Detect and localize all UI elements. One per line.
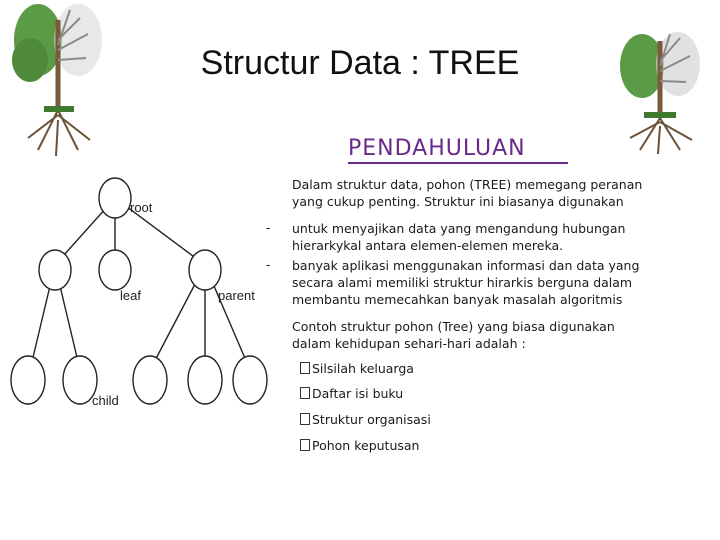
child-node — [188, 356, 222, 404]
bullet-box-icon — [300, 362, 310, 374]
child-label: child — [92, 393, 119, 408]
section-heading: PENDAHULUAN — [348, 136, 526, 161]
child-node — [11, 356, 45, 404]
list-item — [300, 412, 431, 427]
node — [39, 250, 71, 290]
bullet-box-icon — [300, 413, 310, 425]
list-item — [300, 438, 419, 453]
heading-underline — [348, 162, 568, 164]
list-item-text: Silsilah keluarga — [312, 361, 414, 376]
bullet-dash: - — [266, 257, 271, 272]
list-item — [300, 361, 414, 376]
examples-intro: Contoh struktur pohon (Tree) yang biasa digunakan dalam kehidupan sehari-hari adalah : — [292, 319, 615, 351]
child-node — [133, 356, 167, 404]
tree-image-right — [612, 26, 708, 156]
list-item-text: Struktur organisasi — [312, 412, 431, 427]
leaf-node — [99, 250, 131, 290]
root-label: root — [130, 200, 153, 215]
intro-text: Dalam struktur data, pohon (TREE) memegang peranan yang cukup penting. Struktur ini biasanya digunakan — [292, 177, 643, 209]
list-item-text: Daftar isi buku — [312, 386, 404, 401]
parent-node — [189, 250, 221, 290]
bullet-dash: - — [266, 220, 271, 235]
bullet-box-icon — [300, 387, 310, 399]
child-node — [233, 356, 267, 404]
slide-title: Structur Data : TREE — [200, 44, 520, 82]
point-text: untuk menyajikan data yang mengandung hubungan hierarkykal antara elemen-elemen mereka. — [292, 221, 626, 253]
bullet-box-icon — [300, 439, 310, 451]
leaf-label: leaf — [120, 288, 141, 303]
tree-diagram — [0, 170, 270, 470]
list-item — [300, 386, 403, 401]
parent-label: parent — [218, 288, 255, 303]
list-item-text: Pohon keputusan — [312, 438, 420, 453]
point-text: banyak aplikasi menggunakan informasi dan data yang secara alami memiliki struktur hirarkis berguna dalam membantu memecahkan banyak masalah algoritmis — [292, 258, 640, 307]
tree-image-left — [8, 0, 108, 160]
root-node — [99, 178, 131, 218]
